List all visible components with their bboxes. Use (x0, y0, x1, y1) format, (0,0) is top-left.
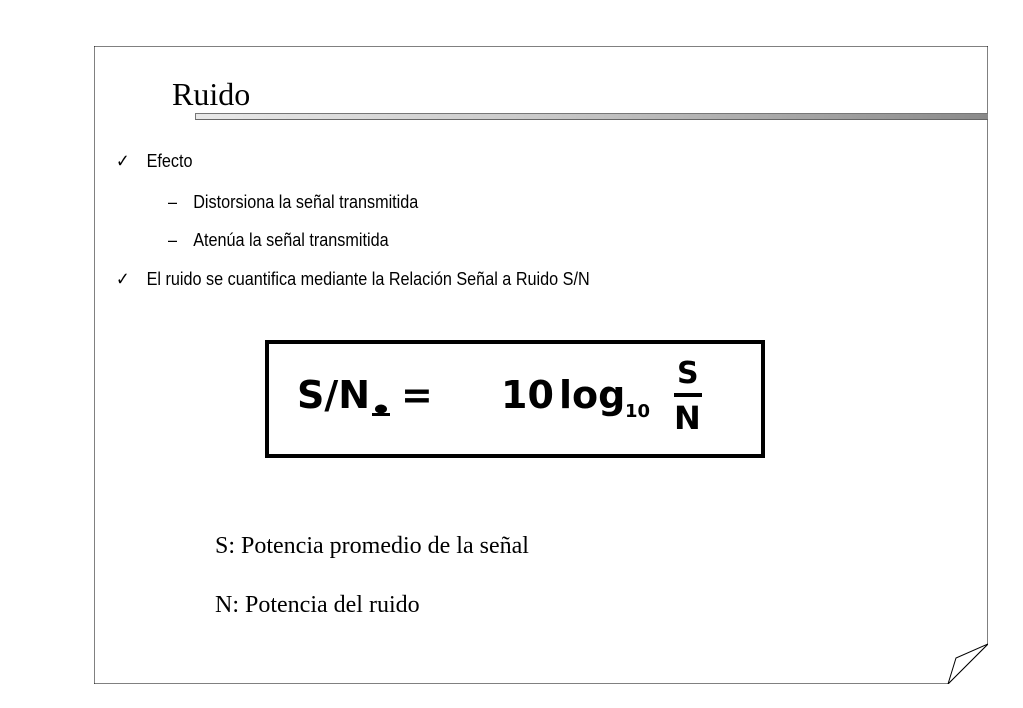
sub-bullet-atenua (168, 229, 389, 251)
formula-coefficient: 10 (501, 373, 554, 417)
title-underline (195, 113, 988, 120)
bullet-text: Distorsiona la señal transmitida (193, 192, 419, 212)
formula-denominator: N (674, 399, 701, 437)
dash-icon: – (168, 192, 178, 212)
slide-title: Ruido (172, 76, 251, 112)
formula-log: log (559, 373, 626, 417)
bullet-ruido-cuantifica (116, 268, 590, 290)
formula-numerator: S (677, 356, 699, 391)
definition-n: N: Potencia del ruido (215, 592, 420, 618)
formula-equals: = (401, 373, 433, 417)
formula-lhs: S/N (297, 373, 371, 417)
check-icon: ✓ (116, 269, 130, 289)
formula-log-base: 10 (625, 401, 651, 422)
definition-s: S: Potencia promedio de la señal (215, 533, 529, 559)
snr-formula (265, 340, 765, 458)
bullet-text: El ruido se cuantifica mediante la Relación Señal a Ruido S/N (146, 269, 590, 289)
sub-bullet-distorsiona (168, 191, 418, 213)
fraction-bar (674, 393, 702, 397)
db-subscript-icon (371, 404, 391, 416)
dash-icon: – (168, 230, 178, 250)
check-icon: ✓ (116, 151, 130, 171)
slide (94, 46, 988, 684)
bullet-text: Atenúa la señal transmitida (193, 230, 389, 250)
bullet-text: Efecto (146, 151, 193, 171)
bullet-efecto (116, 150, 193, 172)
